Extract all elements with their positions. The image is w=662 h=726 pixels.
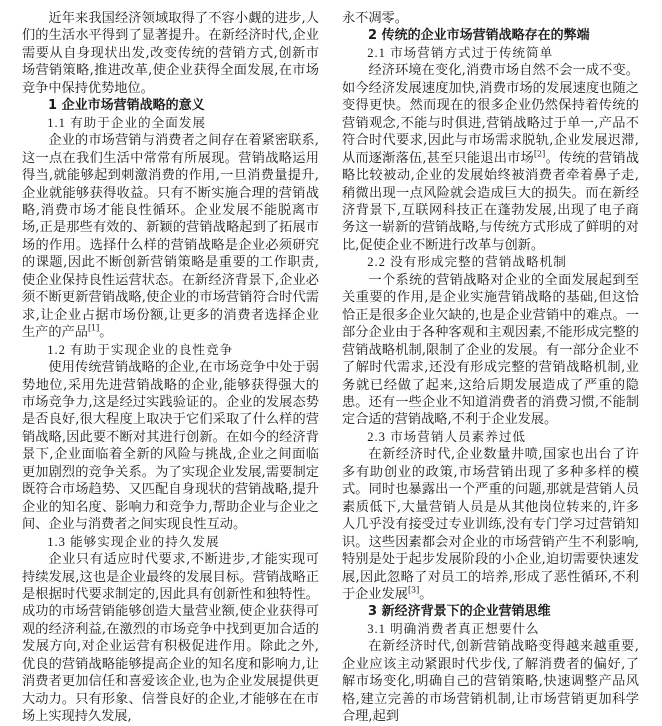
paragraph-2-1 bbox=[342, 62, 639, 254]
paragraph-continued: 永不凋零。 bbox=[342, 11, 408, 26]
citation-2: [2] bbox=[533, 149, 546, 159]
paragraph-end: 。 bbox=[419, 586, 433, 602]
paragraph-intro: 近年来我国经济领域取得了不容小觑的进步,人们的生活水平得到了显著提升。在新经济时代,企业需要从自身现状出发,改变传统的营销方式,创新市场营销策略,推进改革,使企业获得全面发展,在市场竞争中保持优势地位。 bbox=[22, 11, 319, 96]
heading-2-1: 2.1 市场营销方式过于传统简单 bbox=[367, 45, 554, 60]
paragraph-text-b: 。传统的营销战略比较被动,企业的发展始终被消费者牵着鼻子走,稍微出现一点风险就会造成巨大的损失。而在新经济背景下,互联网科技正在蓬勃发展,出现了电子商务这一崭新的营销战略,与传统方式形成了鲜明的对比,促使企业不断进行改革与创新。 bbox=[342, 150, 639, 253]
paragraph-text: 企业的市场营销与消费者之间存在着紧密联系,这一点在我们生活中常常有所展现。营销战略运用得当,就能够起到刺激消费的作用,一旦消费量提升,企业就能够获得收益。只有不断实施合理的营销战略,消费市场才能良性循环。企业发展不能脱离市场,正是那些有效的、新颖的营销战略起到了拓展市场的作用。选择什么样的营销战略是企业必须研究的课题,因此不断创新营销策略是重要的工作职责,使企业保持良性运营状态。在新经济背景下,企业必须不断更新营销战略,使企业的市场营销符合时代需求,让企业占据市场份额,让更多的消费者选择企业生产的产品 bbox=[22, 133, 319, 341]
paragraph-end: 。 bbox=[99, 325, 113, 341]
right-column bbox=[342, 10, 639, 726]
heading-1-1: 1.1 有助于企业的全面发展 bbox=[47, 115, 207, 130]
heading-2-3: 2.3 市场营销人员素养过低 bbox=[367, 429, 527, 444]
heading-1-2: 1.2 有助于实现企业的良性竞争 bbox=[47, 342, 234, 357]
heading-1-3: 1.3 能够实现企业的持久发展 bbox=[47, 534, 220, 549]
heading-3-1: 3.1 明确消费者真正想要什么 bbox=[367, 621, 540, 636]
paragraph-2-2: 一个系统的营销战略对企业的全面发展起到至关重要的作用,是企业实施营销战略的基础,但这恰恰正是很多企业欠缺的,也是企业营销中的难点。一部分企业由于各种客观和主观因素,不能形成完整的营销战略机制,限制了企业的发展。有一部分企业不了解时代需求,还没有形成完整的营销战略机制,业务就已经做了起来,这给后期发展造成了严重的隐患。还有一些企业不知道消费者的消费习惯,不能制定合适的营销战略,不利于企业发展。 bbox=[342, 272, 639, 428]
heading-2: 2 传统的企业市场营销战略存在的弊端 bbox=[368, 28, 590, 44]
paragraph-1-1 bbox=[22, 132, 319, 341]
paragraph-2-3 bbox=[342, 446, 639, 603]
citation-3: [3] bbox=[407, 585, 420, 595]
paragraph-text: 在新经济时代,企业数量井喷,国家也出台了许多有助创业的政策,市场营销出现了多种多样的模式。同时也暴露出一个严重的问题,那就是营销人员素质低下,大量营销人员是从其他岗位转来的,许多人几乎没有接受过专业训练,没有专门学习过营销知识。这些因素都会对企业的市场营销产生不利影响,特别是处于起步发展阶段的小企业,迫切需要快速发展,因此忽略了对员工的培养,形成了恶性循环,不利于企业发展 bbox=[342, 447, 639, 602]
heading-2-2: 2.2 没有形成完整的营销战略机制 bbox=[367, 255, 567, 270]
paragraph-1-2: 使用传统营销战略的企业,在市场竞争中处于弱势地位,采用先进营销战略的企业,能够获得强大的市场竞争力,这是经过实践验证的。企业的发展态势是否良好,很大程度上取决于它们采取了什么样的营销战略,因此要不断对其进行创新。在如今的经济背景下,企业面临着全新的风险与挑战,企业之间面临更加剧烈的竞争关系。为了实现企业发展,需要制定既符合市场趋势、又匹配自身现状的营销战略,提升企业的知名度、影响力和竞争力,帮助企业与企业之间、企业与消费者之间实现良性互动。 bbox=[22, 360, 319, 533]
paragraph-3-1: 在新经济时代,创新营销战略变得越来越重要,企业应该主动紧跟时代步伐,了解消费者的偏好,了解市场变化,明确自己的营销策略,快速调整产品风格,建立完善的市场营销机制,让市场营销更加科学合理,起到 bbox=[342, 639, 639, 725]
citation-1: [1] bbox=[87, 323, 100, 333]
left-column bbox=[22, 10, 319, 726]
paragraph-1-3: 企业只有适应时代要求,不断进步,才能实现可持续发展,这也是企业最终的发展目标。营销战略正是根据时代要求制定的,因此具有创新性和独特性。成功的市场营销能够创造大量营业额,使企业获得可观的经济利益,在激烈的市场竞争中找到更加合适的发展方向,对企业运营有积极促进作用。除此之外,优良的营销战略能够提高企业的知名度和影响力,让消费者更加信任和喜爱该企业,也为企业发展提供更大动力。只有形象、信誉良好的企业,才能够在在市场上实现持久发展, bbox=[22, 552, 319, 725]
paragraph-text: 经济环境在变化,消费市场自然不会一成不变。如今经济发展速度加快,消费市场的发展速度也随之变得更快。然而现在的很多企业仍然保持着传统的营销观念,不能与时俱进,营销战略过于单一,产品不符合时代要求,因此与市场需求脱轨,企业发展迟滞,从而逐渐落伍,甚至只能退出市场 bbox=[342, 63, 639, 166]
heading-1: 1 企业市场营销战略的意义 bbox=[48, 98, 205, 114]
heading-3: 3 新经济背景下的企业营销思维 bbox=[368, 604, 551, 620]
